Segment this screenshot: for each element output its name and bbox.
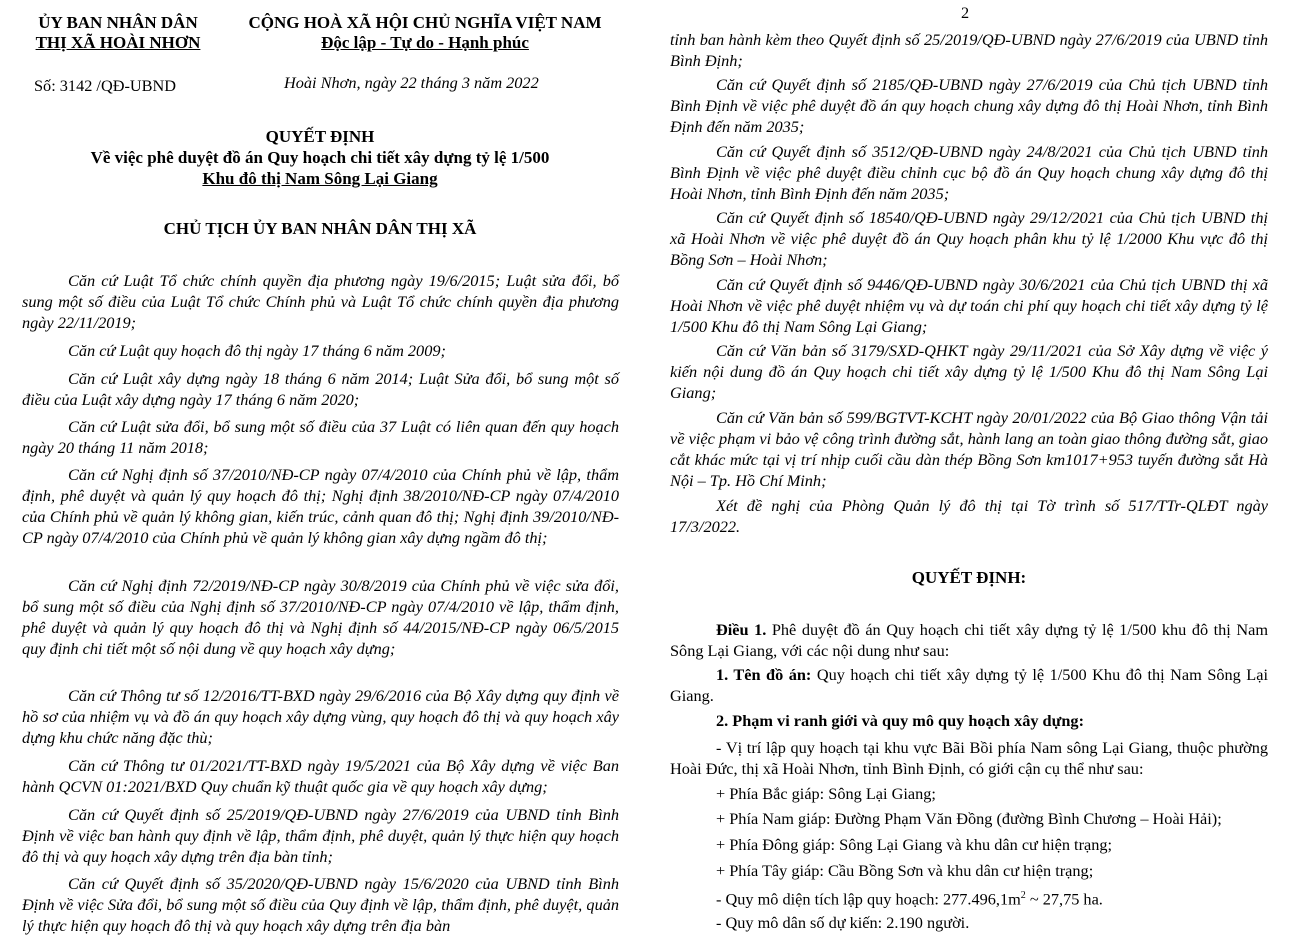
location-text: - Vị trí lập quy hoạch tại khu vực Bãi Bồi phía Nam sông Lại Giang, thuộc phường Hoài Đức, thị xã Hoài Nhơn, tỉnh Bình Định, có giới cận cụ thể như sau: (670, 738, 1268, 778)
population-scale: - Quy mô dân số dự kiến: 2.190 người. (716, 913, 970, 932)
area-superscript: 2 (1020, 890, 1026, 901)
authority-heading: CHỦ TỊCH ỦY BAN NHÂN DÂN THỊ XÃ (163, 219, 477, 238)
article-1-label: Điều 1. (716, 620, 767, 639)
nation-line-1: CỘNG HOÀ XÃ HỘI CHỦ NGHĨA VIỆT NAM (248, 13, 602, 32)
item-1-label: 1. Tên đồ án: (716, 665, 812, 684)
legal-basis: Căn cứ Quyết định số 25/2019/QĐ-UBND ngày 27/6/2019 của UBND tỉnh Bình Định về việc ban hành quy định về lập, thẩm định, phê duyệt, quản lý thực hiện quy hoạch đô thị và quy hoạch xây dựng trên địa bàn tỉnh; (22, 805, 619, 866)
page-number: 2 (961, 3, 970, 22)
area-suffix: ~ 27,75 ha. (1025, 889, 1103, 909)
document-title (20, 126, 620, 189)
proposal-basis: Xét đề nghị của Phòng Quản lý đô thị tại Tờ trình số 517/TTr-QLĐT ngày 17/3/2022. (670, 496, 1268, 536)
legal-basis: Căn cứ Luật sửa đổi, bổ sung một số điều của 37 Luật có liên quan đến quy hoạch ngày 20 tháng 11 năm 2018; (22, 417, 619, 457)
nation-line-2: Độc lập - Tự do - Hạnh phúc (321, 33, 529, 52)
legal-basis: Căn cứ Nghị định 72/2019/NĐ-CP ngày 30/8/2019 của Chính phủ về việc sửa đổi, bổ sung một số điều của Nghị định số 37/2010/NĐ-CP ngày 07/4/2010 về lập, thẩm định, phê duyệt và quản lý quy hoạch đô thị và Nghị định số 44/2015/NĐ-CP ngày 06/5/2015 quy định chi tiết một số nội dung về quy hoạch xây dựng; (22, 576, 619, 658)
item-1 (670, 664, 1268, 706)
agency-line-1: ỦY BAN NHÂN DÂN (38, 13, 198, 32)
decision-heading: QUYẾT ĐỊNH: (911, 568, 1027, 587)
area-prefix: - Quy mô diện tích lập quy hoạch: 277.496,1m (716, 889, 1021, 909)
legal-basis: Căn cứ Quyết định số 3512/QĐ-UBND ngày 24/8/2021 của Chủ tịch UBND tỉnh Bình Định về việc phê duyệt điều chỉnh cục bộ đồ án Quy hoạch chung xây dựng đô thị Hoài Nhơn, tỉnh Bình Định đến năm 2035; (670, 142, 1268, 203)
legal-basis-continuation: tỉnh ban hành kèm theo Quyết định số 25/2019/QĐ-UBND ngày 27/6/2019 của UBND tỉnh Bình Định; (670, 30, 1268, 70)
legal-basis: Căn cứ Luật quy hoạch đô thị ngày 17 tháng 6 năm 2009; (68, 341, 446, 360)
boundary-east: + Phía Đông giáp: Sông Lại Giang và khu dân cư hiện trạng; (716, 835, 1113, 854)
planning-area (716, 885, 1103, 909)
item-2-heading: 2. Phạm vi ranh giới và quy mô quy hoạch xây dựng: (716, 711, 1084, 730)
legal-basis: Căn cứ Luật Tổ chức chính quyền địa phương ngày 19/6/2015; Luật sửa đổi, bổ sung một số điều của Luật Tổ chức Chính phủ và Luật Tổ chức chính quyền địa phương ngày 22/11/2019; (22, 271, 619, 332)
boundary-north: + Phía Bắc giáp: Sông Lại Giang; (716, 784, 936, 803)
subject-line-2: Khu đô thị Nam Sông Lại Giang (202, 169, 438, 188)
subject-line-1: Về việc phê duyệt đồ án Quy hoạch chi tiết xây dựng tỷ lệ 1/500 (90, 148, 550, 167)
article-1 (670, 619, 1268, 661)
legal-basis: Căn cứ Nghị định số 37/2010/NĐ-CP ngày 07/4/2010 của Chính phủ về lập, thẩm định, phê duyệt và quản lý quy hoạch đô thị; Nghị định 38/2010/NĐ-CP ngày 07/4/2010 của Chính phủ về quản lý không gian, kiến trúc, cảnh quan đô thị; Nghị định 39/2010/NĐ-CP ngày 07/4/2010 của Chính phủ về quản lý không gian xây dựng ngầm đô thị; (22, 465, 619, 547)
national-motto (225, 13, 625, 53)
legal-basis: Căn cứ Luật xây dựng ngày 18 tháng 6 năm 2014; Luật Sửa đổi, bổ sung một số điều của Luật xây dựng ngày 17 tháng 6 năm 2020; (22, 369, 619, 409)
issuing-agency (20, 13, 216, 53)
boundary-south: + Phía Nam giáp: Đường Phạm Văn Đồng (đường Bình Chương – Hoài Hải); (716, 809, 1222, 828)
boundary-west: + Phía Tây giáp: Cầu Bồng Sơn và khu dân cư hiện trạng; (716, 861, 1094, 880)
doc-type: QUYẾT ĐỊNH (265, 127, 375, 146)
legal-basis: Căn cứ Thông tư số 12/2016/TT-BXD ngày 29/6/2016 của Bộ Xây dựng quy định về hồ sơ của nhiệm vụ và đồ án quy hoạch xây dựng vùng, quy hoạch đô thị và quy hoạch xây dựng khu chức năng đặc thù; (22, 686, 619, 747)
legal-basis: Căn cứ Quyết định số 9446/QĐ-UBND ngày 30/6/2021 của Chủ tịch UBND thị xã Hoài Nhơn về việc phê duyệt nhiệm vụ và dự toán chi phí quy hoạch chi tiết xây dựng tỷ lệ 1/500 Khu đô thị Nam Sông Lại Giang; (670, 275, 1268, 336)
article-1-text: Phê duyệt đồ án Quy hoạch chi tiết xây dựng tỷ lệ 1/500 khu đô thị Nam Sông Lại Giang, với các nội dung như sau: (670, 620, 1269, 660)
legal-basis: Căn cứ Thông tư 01/2021/TT-BXD ngày 19/5/2021 của Bộ Xây dựng về việc Ban hành QCVN 01:2021/BXD Quy chuẩn kỹ thuật quốc gia về quy hoạch xây dựng; (22, 756, 619, 796)
legal-basis: Căn cứ Quyết định số 18540/QĐ-UBND ngày 29/12/2021 của Chủ tịch UBND thị xã Hoài Nhơn về việc phê duyệt đồ án Quy hoạch phân khu tỷ lệ 1/2000 Khu vực đô thị Bồng Sơn – Hoài Nhơn; (670, 208, 1268, 269)
place-date: Hoài Nhơn, ngày 22 tháng 3 năm 2022 (284, 73, 539, 92)
legal-basis: Căn cứ Văn bản số 3179/SXD-QHKT ngày 29/11/2021 của Sở Xây dựng về việc ý kiến nội dung đồ án Quy hoạch chi tiết xây dựng tỷ lệ 1/500 Khu đô thị Nam Sông Lại Giang; (670, 341, 1268, 402)
document-number: Số: 3142 /QĐ-UBND (34, 76, 177, 95)
legal-basis: Căn cứ Quyết định số 35/2020/QĐ-UBND ngày 15/6/2020 của UBND tỉnh Bình Định về việc Sửa đổi, bổ sung một số điều của Quy định về lập, thẩm định, phê duyệt, quản lý thực hiện quy hoạch đô thị và quy hoạch xây dựng trên địa bàn (22, 874, 619, 935)
page-2 (640, 0, 1296, 935)
item-1-text: Quy hoạch chi tiết xây dựng tỷ lệ 1/500 Khu đô thị Nam Sông Lại Giang. (670, 665, 1268, 705)
legal-basis: Căn cứ Quyết định số 2185/QĐ-UBND ngày 27/6/2019 của Chủ tịch UBND tỉnh Bình Định về việc phê duyệt đồ án quy hoạch chung xây dựng đô thị Hoài Nhơn, tỉnh Bình Định đến năm 2035; (670, 75, 1268, 136)
page-1 (0, 0, 640, 935)
agency-line-2: THỊ XÃ HOÀI NHƠN (35, 33, 201, 52)
legal-basis: Căn cứ Văn bản số 599/BGTVT-KCHT ngày 20/01/2022 của Bộ Giao thông Vận tải về việc phạm vi bảo vệ công trình đường sắt, hành lang an toàn giao thông đường sắt, giao cắt khác mức tại vị trí nhịp cuối cầu dàn thép Bồng Sơn km1017+953 tuyến đường sắt Hà Nội – Tp. Hồ Chí Minh; (670, 408, 1268, 490)
